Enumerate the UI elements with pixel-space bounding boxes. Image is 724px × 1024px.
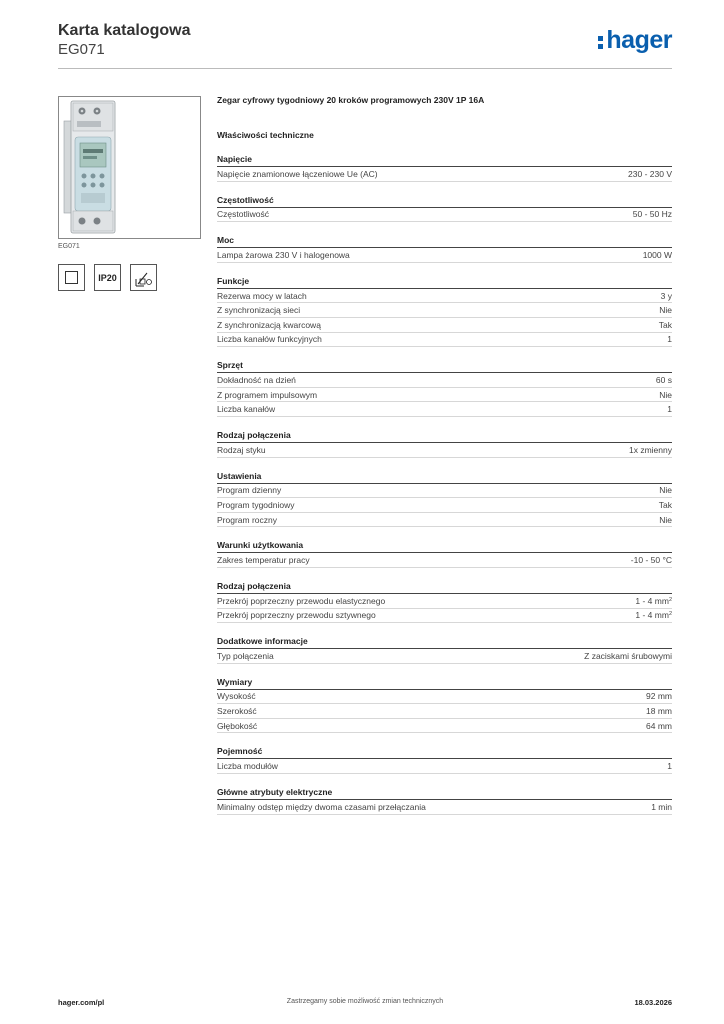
spec-value-text: 1x zmienny [629, 444, 672, 455]
spec-value [629, 445, 672, 455]
product-title: Zegar cyfrowy tygodniowy 20 kroków programowych 230V 1P 16A [217, 95, 485, 105]
spec-value [635, 610, 672, 620]
spec-group-title: Wymiary [217, 676, 672, 690]
spec-value [631, 555, 672, 565]
spec-value-text: 64 mm [646, 720, 672, 731]
spec-group-title: Moc [217, 234, 672, 248]
spec-value [659, 485, 672, 495]
spec-value-text: Tak [658, 319, 672, 330]
spec-group-title: Sprzęt [217, 359, 672, 373]
spec-value-text: 1 [667, 761, 672, 772]
spec-label: Wysokość [217, 691, 256, 702]
product-code: EG071 [58, 41, 105, 58]
spec-value-text: 1 - 4 mm [635, 595, 669, 606]
din-rail-mount-icon [130, 264, 157, 291]
spec-label: Minimalny odstęp między dwoma czasami przełączania [217, 801, 426, 812]
spec-group-title: Dodatkowe informacje [217, 635, 672, 649]
spec-value-text: Nie [659, 485, 672, 496]
section-title: Właściwości techniczne [217, 130, 314, 140]
spec-value [646, 706, 672, 716]
spec-row [217, 248, 672, 263]
spec-value-text: 1 [667, 334, 672, 345]
spec-label: Typ połączenia [217, 650, 274, 661]
footer-date: 18.03.2026 [634, 998, 672, 1007]
page-footer [58, 998, 672, 1010]
spec-label: Z programem impulsowym [217, 389, 318, 400]
spec-value [633, 209, 672, 219]
spec-row [217, 553, 672, 568]
header-divider [58, 68, 672, 69]
spec-value-text: 1 - 4 mm [635, 610, 669, 621]
spec-label: Program roczny [217, 514, 277, 525]
spec-label: Głębokość [217, 720, 258, 731]
spec-value [659, 320, 672, 330]
page-header [58, 22, 672, 70]
spec-label: Program dzienny [217, 485, 282, 496]
spec-row [217, 719, 672, 734]
spec-label: Lampa żarowa 230 V i halogenowa [217, 249, 350, 260]
spec-row [217, 443, 672, 458]
logo-text: hager [606, 26, 672, 54]
spec-value [646, 691, 672, 701]
spec-value-text: 1000 W [642, 249, 672, 260]
double-insulation-icon [58, 264, 85, 291]
spec-value-text: 1 [667, 404, 672, 415]
spec-group-title: Ustawienia [217, 470, 672, 484]
footer-url[interactable]: hager.com/pl [58, 998, 105, 1007]
spec-value [667, 404, 672, 414]
spec-value [661, 291, 672, 301]
product-image [58, 96, 201, 239]
spec-value-text: 1 min [651, 801, 672, 812]
spec-value [651, 802, 672, 812]
spec-groups [217, 153, 672, 815]
spec-value [643, 250, 672, 260]
page-title: Karta katalogowa [58, 22, 191, 39]
spec-value [659, 305, 672, 315]
spec-label: Liczba kanałów funkcyjnych [217, 334, 322, 345]
spec-group-title: Częstotliwość [217, 194, 672, 208]
spec-row [217, 167, 672, 182]
spec-value [628, 169, 672, 179]
spec-row [217, 800, 672, 815]
spec-content [217, 93, 672, 815]
hager-logo [598, 26, 672, 55]
footer-disclaimer: Zastrzegamy sobie możliwość zmian technicznych [286, 998, 444, 1005]
spec-row [217, 208, 672, 223]
logo-dots-icon [598, 28, 605, 48]
spec-row [217, 373, 672, 388]
ip20-badge: IP20 [94, 264, 121, 291]
spec-row [217, 498, 672, 513]
spec-label: Zakres temperatur pracy [217, 555, 310, 566]
spec-row [217, 303, 672, 318]
spec-group-title: Napięcie [217, 153, 672, 167]
spec-value [646, 721, 672, 731]
spec-label: Przekrój poprzeczny przewodu elastycznego [217, 595, 386, 606]
spec-row [217, 388, 672, 403]
certification-icons [58, 264, 157, 291]
spec-row [217, 759, 672, 774]
spec-value [659, 390, 672, 400]
spec-label: Z synchronizacją kwarcową [217, 319, 321, 330]
spec-label: Program tygodniowy [217, 499, 295, 510]
spec-group-title: Warunki użytkowania [217, 539, 672, 553]
spec-row [217, 513, 672, 528]
spec-row [217, 333, 672, 348]
spec-value-text: 18 mm [646, 706, 672, 717]
spec-value [656, 375, 672, 385]
spec-label: Częstotliwość [217, 209, 269, 220]
spec-value-superscript: 2 [668, 596, 672, 603]
spec-value-text: 92 mm [646, 691, 672, 702]
spec-label: Rodzaj styku [217, 444, 266, 455]
spec-row [217, 704, 672, 719]
spec-value-text: Nie [659, 389, 672, 400]
spec-value [667, 334, 672, 344]
spec-value-text: 230 - 230 V [628, 168, 672, 179]
spec-group-title: Rodzaj połączenia [217, 580, 672, 594]
spec-label: Napięcie znamionowe łączeniowe Ue (AC) [217, 168, 378, 179]
spec-value-text: 3 y [660, 290, 672, 301]
spec-value [584, 651, 672, 661]
spec-row [217, 594, 672, 609]
spec-value-text: Z zaciskami śrubowymi [584, 650, 672, 661]
spec-label: Dokładność na dzień [217, 374, 296, 385]
spec-group-title: Główne atrybuty elektryczne [217, 786, 672, 800]
spec-row [217, 402, 672, 417]
spec-value [635, 596, 672, 606]
image-caption: EG071 [58, 243, 80, 250]
spec-value [659, 500, 672, 510]
spec-value-text: 60 s [655, 374, 672, 385]
spec-value-text: Tak [658, 499, 672, 510]
spec-row [217, 649, 672, 664]
spec-row [217, 690, 672, 705]
spec-label: Z synchronizacją sieci [217, 305, 301, 316]
spec-label: Liczba kanałów [217, 404, 276, 415]
spec-row [217, 609, 672, 624]
spec-row [217, 484, 672, 499]
spec-label: Liczba modułów [217, 761, 278, 772]
timer-device-icon [59, 97, 201, 239]
spec-value [659, 515, 672, 525]
spec-row [217, 289, 672, 304]
spec-value-text: 50 - 50 Hz [632, 209, 672, 220]
spec-value-text: -10 - 50 °C [630, 555, 672, 566]
spec-label: Szerokość [217, 706, 257, 717]
spec-value-superscript: 2 [668, 611, 672, 618]
spec-value-text: Nie [659, 305, 672, 316]
spec-value-text: Nie [659, 514, 672, 525]
spec-label: Przekrój poprzeczny przewodu sztywnego [217, 610, 376, 621]
spec-value [667, 761, 672, 771]
spec-row [217, 318, 672, 333]
spec-group-title: Pojemność [217, 745, 672, 759]
spec-group-title: Rodzaj połączenia [217, 429, 672, 443]
spec-group-title: Funkcje [217, 275, 672, 289]
spec-label: Rezerwa mocy w latach [217, 290, 307, 301]
